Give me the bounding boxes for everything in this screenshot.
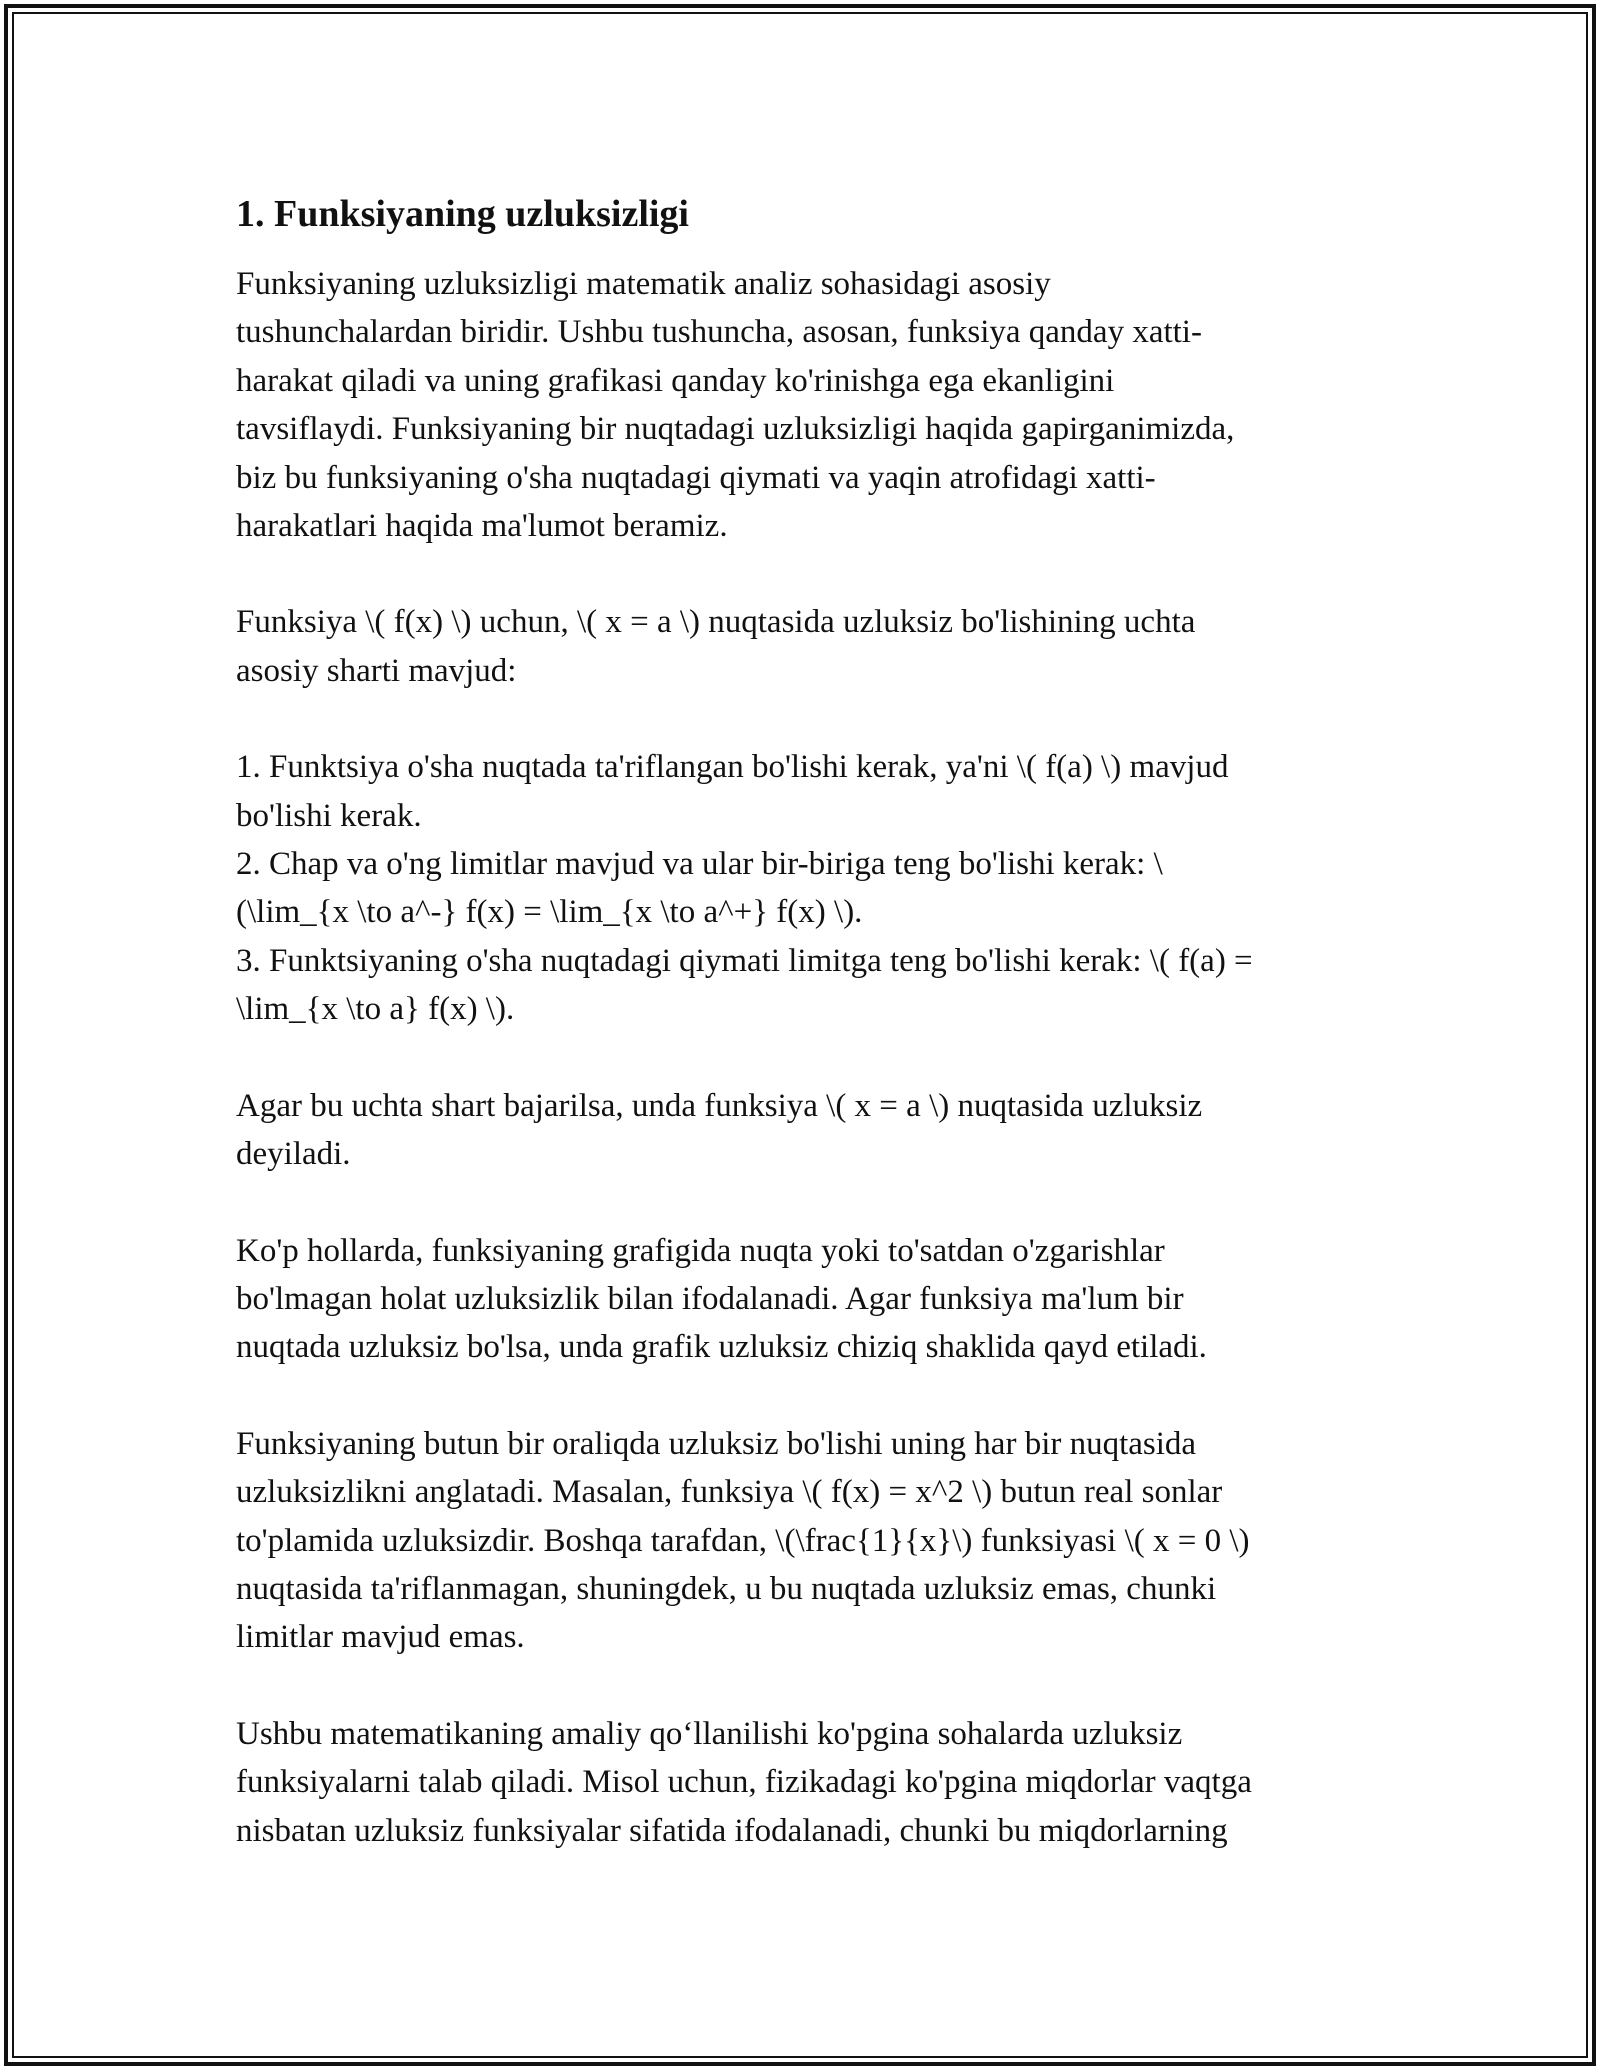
text-line: nuqtasida ta'riflanmagan, shuningdek, u bu nuqtada uzluksiz emas, chunki	[236, 1570, 1217, 1607]
text-line: Ko'p hollarda, funksiyaning grafigida nuqta yoki to'satdan o'zgarishlar	[236, 1232, 1165, 1269]
paragraph	[236, 743, 1376, 1033]
text-line: 3. Funktsiyaning o'sha nuqtadagi qiymati limitga teng bo'lishi kerak: \( f(a) =	[236, 942, 1253, 979]
text-line: Agar bu uchta shart bajarilsa, unda funksiya \( x = a \) nuqtasida uzluksiz	[236, 1087, 1203, 1124]
paragraph	[236, 1227, 1376, 1372]
text-line: Ushbu matematikaning amaliy qo‘llanilishi ko'pgina sohalarda uzluksiz	[236, 1715, 1183, 1752]
document-body	[236, 186, 1376, 1855]
text-line: tushunchalardan biridir. Ushbu tushuncha, asosan, funksiya qanday xatti-	[236, 314, 1202, 351]
text-line: biz bu funksiyaning o'sha nuqtadagi qiymati va yaqin atrofidagi xatti-	[236, 459, 1156, 496]
section-heading: 1. Funksiyaning uzluksizligi	[236, 193, 689, 235]
paragraph	[236, 598, 1376, 695]
paragraph	[236, 260, 1376, 550]
text-line: uzluksizlikni anglatadi. Masalan, funksiya \( f(x) = x^2 \) butun real sonlar	[236, 1474, 1223, 1511]
text-line: harakatlari haqida ma'lumot beramiz.	[236, 508, 728, 545]
text-line: Funksiya \( f(x) \) uchun, \( x = a \) nuqtasida uzluksiz bo'lishining uchta	[236, 604, 1196, 641]
text-line: bo'lmagan holat uzluksizlik bilan ifodalanadi. Agar funksiya ma'lum bir	[236, 1280, 1184, 1317]
paragraph-container	[236, 260, 1376, 1855]
text-line: tavsiflaydi. Funksiyaning bir nuqtadagi uzluksizligi haqida gapirganimizda,	[236, 411, 1235, 448]
text-line: to'plamida uzluksizdir. Boshqa tarafdan, \(\frac{1}{x}\) funksiyasi \( x = 0 \)	[236, 1522, 1250, 1559]
text-line: \lim_{x \to a} f(x) \).	[236, 991, 515, 1028]
text-line: nuqtada uzluksiz bo'lsa, unda grafik uzluksiz chiziq shaklida qayd etiladi.	[236, 1329, 1207, 1366]
text-line: 1. Funktsiya o'sha nuqtada ta'riflangan bo'lishi kerak, ya'ni \( f(a) \) mavjud	[236, 749, 1229, 786]
text-line: nisbatan uzluksiz funksiyalar sifatida ifodalanadi, chunki bu miqdorlarning	[236, 1812, 1228, 1849]
text-line: harakat qiladi va uning grafikasi qanday ko'rinishga ega ekanligini	[236, 362, 1115, 399]
paragraph	[236, 1710, 1376, 1855]
text-line: deyiladi.	[236, 1136, 351, 1173]
paragraph	[236, 1082, 1376, 1179]
paragraph	[236, 1420, 1376, 1662]
text-line: bo'lishi kerak.	[236, 797, 422, 834]
text-line: limitlar mavjud emas.	[236, 1619, 525, 1656]
text-line: asosiy sharti mavjud:	[236, 652, 517, 689]
text-line: Funksiyaning uzluksizligi matematik analiz sohasidagi asosiy	[236, 266, 1051, 302]
text-line: Funksiyaning butun bir oraliqda uzluksiz bo'lishi uning har bir nuqtasida	[236, 1425, 1197, 1462]
text-line: 2. Chap va o'ng limitlar mavjud va ular bir-biriga teng bo'lishi kerak: \	[236, 846, 1163, 883]
text-line: funksiyalarni talab qiladi. Misol uchun, fizikadagi ko'pgina miqdorlar vaqtga	[236, 1764, 1252, 1801]
text-line: (\lim_{x \to a^-} f(x) = \lim_{x \to a^+} f(x) \).	[236, 894, 863, 931]
